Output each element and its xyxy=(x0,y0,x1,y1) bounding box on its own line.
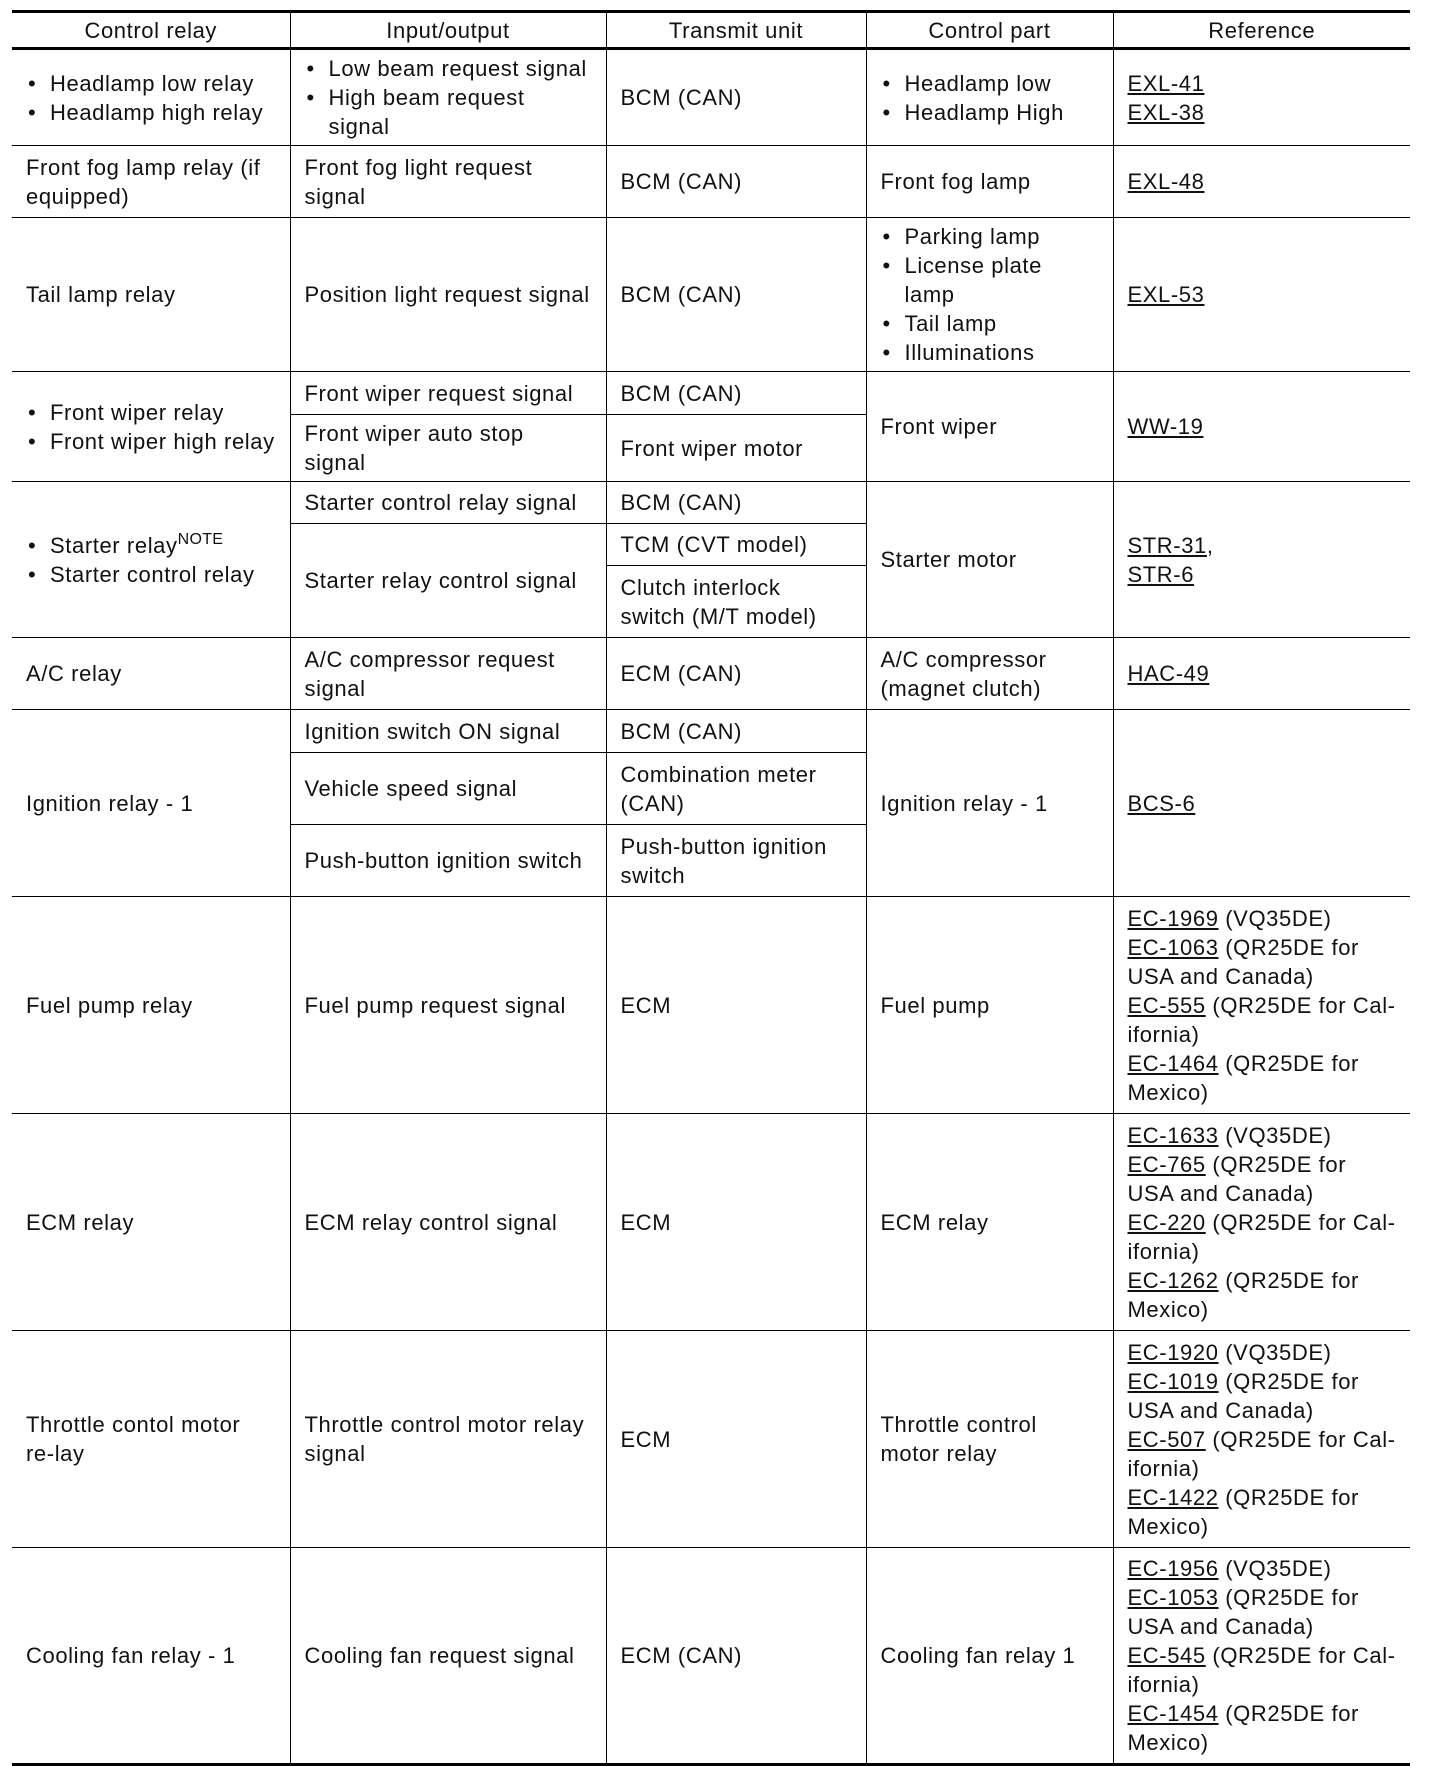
transmit-unit-cell: BCM (CAN) xyxy=(606,710,866,753)
reference-link[interactable]: EC-1019 xyxy=(1127,1368,1219,1394)
reference-link[interactable]: WW-19 xyxy=(1127,414,1204,439)
reference-note: (QR25DE for USA and Canada) xyxy=(1127,1151,1347,1206)
input-output-cell: Position light request signal xyxy=(290,218,606,372)
reference-entry xyxy=(1128,1367,1397,1425)
header-control-relay: Control relay xyxy=(12,12,290,49)
control-relay-cell: Tail lamp relay xyxy=(12,218,290,372)
list-item: • Headlamp High xyxy=(881,98,1099,127)
reference-cell xyxy=(1113,1331,1410,1548)
reference-note: (QR25DE for Cal-ifornia) xyxy=(1127,992,1396,1047)
reference-separator: , xyxy=(1206,532,1214,558)
reference-entry xyxy=(1128,1208,1397,1266)
reference-cell xyxy=(1113,218,1410,372)
reference-cell xyxy=(1113,638,1410,710)
reference-entry xyxy=(1128,1699,1397,1757)
reference-entry xyxy=(1128,991,1397,1049)
reference-entry xyxy=(1128,1049,1397,1107)
reference-link[interactable]: HAC-49 xyxy=(1127,661,1210,686)
list-item: • Front wiper high relay xyxy=(26,427,276,456)
input-output-cell: Fuel pump request signal xyxy=(290,897,606,1114)
table-row-starter xyxy=(12,482,1410,524)
reference-cell xyxy=(1113,146,1410,218)
control-part-cell: Fuel pump xyxy=(866,897,1113,1114)
control-relay-cell: A/C relay xyxy=(12,638,290,710)
control-relay-cell: Cooling fan relay - 1 xyxy=(12,1548,290,1765)
table-row-fuel-pump xyxy=(12,897,1410,1114)
reference-link[interactable]: EXL-48 xyxy=(1127,169,1205,194)
reference-link[interactable]: EC-1262 xyxy=(1127,1267,1219,1293)
reference-cell xyxy=(1113,1548,1410,1765)
reference-note: (QR25DE for USA and Canada) xyxy=(1127,1585,1359,1639)
reference-link[interactable]: EC-507 xyxy=(1127,1426,1206,1452)
reference-note: (VQ35DE) xyxy=(1218,1339,1332,1365)
control-relay-cell xyxy=(12,49,290,146)
transmit-unit-cell: BCM (CAN) xyxy=(606,372,866,415)
list-item: • Front wiper relay xyxy=(26,398,276,427)
note-superscript: NOTE xyxy=(177,530,224,548)
reference-cell xyxy=(1113,897,1410,1114)
input-output-cell: Cooling fan request signal xyxy=(290,1548,606,1765)
reference-link[interactable]: EC-1454 xyxy=(1127,1701,1219,1726)
table-row-throttle xyxy=(12,1331,1410,1548)
header-control-part: Control part xyxy=(866,12,1113,49)
reference-cell xyxy=(1113,710,1410,897)
header-row xyxy=(12,12,1410,49)
reference-cell xyxy=(1113,1114,1410,1331)
control-part-cell: Front wiper xyxy=(866,372,1113,482)
input-output-cell: Front wiper auto stop signal xyxy=(290,415,606,482)
reference-entry xyxy=(1128,933,1397,991)
reference-note: (QR25DE for Cal-ifornia) xyxy=(1127,1209,1396,1264)
control-part-cell: Cooling fan relay 1 xyxy=(866,1548,1113,1765)
transmit-unit-cell: Front wiper motor xyxy=(606,415,866,482)
transmit-unit-cell: ECM (CAN) xyxy=(606,638,866,710)
input-output-cell: Front fog light request signal xyxy=(290,146,606,218)
reference-note: (VQ35DE) xyxy=(1218,1122,1332,1148)
table-row-cooling-fan xyxy=(12,1548,1410,1765)
list-item: • Low beam request signal xyxy=(305,54,592,83)
control-part-cell: Ignition relay - 1 xyxy=(866,710,1113,897)
reference-note: (QR25DE for USA and Canada) xyxy=(1127,1368,1359,1423)
reference-link[interactable]: EC-220 xyxy=(1127,1209,1206,1235)
input-output-cell: Throttle control motor relay signal xyxy=(290,1331,606,1548)
reference-cell xyxy=(1113,372,1410,482)
relay-control-table xyxy=(12,10,1410,1766)
reference-link[interactable]: EXL-41 xyxy=(1127,70,1205,96)
reference-link[interactable]: STR-31 xyxy=(1127,532,1207,558)
reference-note: (QR25DE for Mexico) xyxy=(1127,1050,1359,1105)
reference-cell xyxy=(1113,482,1410,638)
reference-entry xyxy=(1128,1150,1397,1208)
reference-link[interactable]: EC-1920 xyxy=(1127,1339,1219,1365)
transmit-unit-cell: ECM (CAN) xyxy=(606,1548,866,1765)
control-relay-cell: Front fog lamp relay (if equipped) xyxy=(12,146,290,218)
reference-note: (QR25DE for Cal-ifornia) xyxy=(1127,1426,1396,1481)
control-relay-cell: ECM relay xyxy=(12,1114,290,1331)
control-part-cell xyxy=(866,49,1113,146)
reference-entry xyxy=(1128,1121,1397,1150)
list-item: • High beam request signal xyxy=(305,83,592,141)
reference-link[interactable]: EC-1956 xyxy=(1127,1556,1219,1581)
control-part-cell xyxy=(866,218,1113,372)
control-relay-cell xyxy=(12,372,290,482)
control-relay-cell: Ignition relay - 1 xyxy=(12,710,290,897)
control-part-cell: A/C compressor (magnet clutch) xyxy=(866,638,1113,710)
reference-note: (QR25DE for Mexico) xyxy=(1127,1701,1359,1755)
input-output-cell: Push-button ignition switch xyxy=(290,825,606,897)
transmit-unit-cell: BCM (CAN) xyxy=(606,482,866,524)
table-row-ac xyxy=(12,638,1410,710)
control-relay-cell: Fuel pump relay xyxy=(12,897,290,1114)
input-output-cell: Front wiper request signal xyxy=(290,372,606,415)
header-transmit-unit: Transmit unit xyxy=(606,12,866,49)
control-part-cell: Front fog lamp xyxy=(866,146,1113,218)
reference-entry xyxy=(1128,1338,1397,1367)
reference-note: (VQ35DE) xyxy=(1218,905,1332,931)
list-item: • License plate lamp xyxy=(881,251,1099,309)
reference-entry xyxy=(1128,1425,1397,1483)
transmit-unit-cell: Combination meter (CAN) xyxy=(606,753,866,825)
list-item: • Headlamp low xyxy=(881,69,1099,98)
reference-link[interactable]: EC-1633 xyxy=(1127,1122,1219,1148)
input-output-cell: ECM relay control signal xyxy=(290,1114,606,1331)
reference-link[interactable]: EC-1464 xyxy=(1127,1050,1219,1076)
control-relay-cell: Throttle contol motor re-lay xyxy=(12,1331,290,1548)
list-item: • Headlamp high relay xyxy=(26,98,276,127)
input-output-cell: A/C compressor request signal xyxy=(290,638,606,710)
reference-link[interactable]: EC-555 xyxy=(1127,992,1206,1018)
reference-note: (VQ35DE) xyxy=(1218,1556,1332,1581)
table-row-ignition xyxy=(12,710,1410,753)
input-output-cell: Ignition switch ON signal xyxy=(290,710,606,753)
reference-entry xyxy=(1128,1266,1397,1324)
transmit-unit-cell: BCM (CAN) xyxy=(606,218,866,372)
input-output-cell: Starter relay control signal xyxy=(290,524,606,638)
reference-link[interactable]: EXL-53 xyxy=(1127,282,1205,307)
transmit-unit-cell: ECM xyxy=(606,1331,866,1548)
transmit-unit-cell: ECM xyxy=(606,1114,866,1331)
reference-entry xyxy=(1128,904,1397,933)
list-item: • Headlamp low relay xyxy=(26,69,276,98)
input-output-cell xyxy=(290,49,606,146)
list-item xyxy=(26,531,276,560)
reference-cell xyxy=(1113,49,1410,146)
reference-link[interactable]: EC-765 xyxy=(1127,1151,1206,1177)
transmit-unit-cell: BCM (CAN) xyxy=(606,146,866,218)
table-row-wiper xyxy=(12,372,1410,415)
reference-link[interactable]: STR-6 xyxy=(1127,561,1195,587)
transmit-unit-cell: Push-button ignition switch xyxy=(606,825,866,897)
table-row-fog xyxy=(12,146,1410,218)
reference-link[interactable]: BCS-6 xyxy=(1127,790,1196,816)
reference-link[interactable]: EC-1053 xyxy=(1127,1585,1219,1610)
transmit-unit-cell: TCM (CVT model) xyxy=(606,524,866,566)
reference-link[interactable]: EXL-38 xyxy=(1127,99,1205,125)
reference-link[interactable]: EC-1969 xyxy=(1127,905,1219,931)
table-row-ecm-relay xyxy=(12,1114,1410,1331)
table-row-tail xyxy=(12,218,1410,372)
list-item: • Parking lamp xyxy=(881,222,1099,251)
input-output-cell: Starter control relay signal xyxy=(290,482,606,524)
control-part-cell: ECM relay xyxy=(866,1114,1113,1331)
reference-note: (QR25DE for Cal-ifornia) xyxy=(1127,1643,1396,1697)
reference-note: (QR25DE for Mexico) xyxy=(1127,1484,1359,1539)
reference-entry xyxy=(1128,1483,1397,1541)
control-part-cell: Throttle control motor relay xyxy=(866,1331,1113,1548)
reference-note: (QR25DE for Mexico) xyxy=(1127,1267,1359,1322)
starter-relay-label: Starter relay xyxy=(50,532,178,558)
reference-entry xyxy=(1128,1583,1397,1641)
reference-entry xyxy=(1128,1641,1397,1699)
transmit-unit-cell: BCM (CAN) xyxy=(606,49,866,146)
header-reference: Reference xyxy=(1113,12,1410,49)
list-item: • Starter control relay xyxy=(26,560,276,589)
reference-link[interactable]: EC-545 xyxy=(1127,1643,1206,1668)
reference-link[interactable]: EC-1063 xyxy=(1127,934,1219,960)
list-item: • Tail lamp xyxy=(881,309,1099,338)
list-item: • Illuminations xyxy=(881,338,1099,367)
reference-link[interactable]: EC-1422 xyxy=(1127,1484,1219,1510)
table-row-headlamp xyxy=(12,49,1410,146)
reference-note: (QR25DE for USA and Canada) xyxy=(1127,934,1359,989)
reference-entry xyxy=(1128,1554,1397,1583)
control-part-cell: Starter motor xyxy=(866,482,1113,638)
control-relay-cell xyxy=(12,482,290,638)
header-input-output: Input/output xyxy=(290,12,606,49)
transmit-unit-cell: ECM xyxy=(606,897,866,1114)
transmit-unit-cell: Clutch interlock switch (M/T model) xyxy=(606,566,866,638)
input-output-cell: Vehicle speed signal xyxy=(290,753,606,825)
